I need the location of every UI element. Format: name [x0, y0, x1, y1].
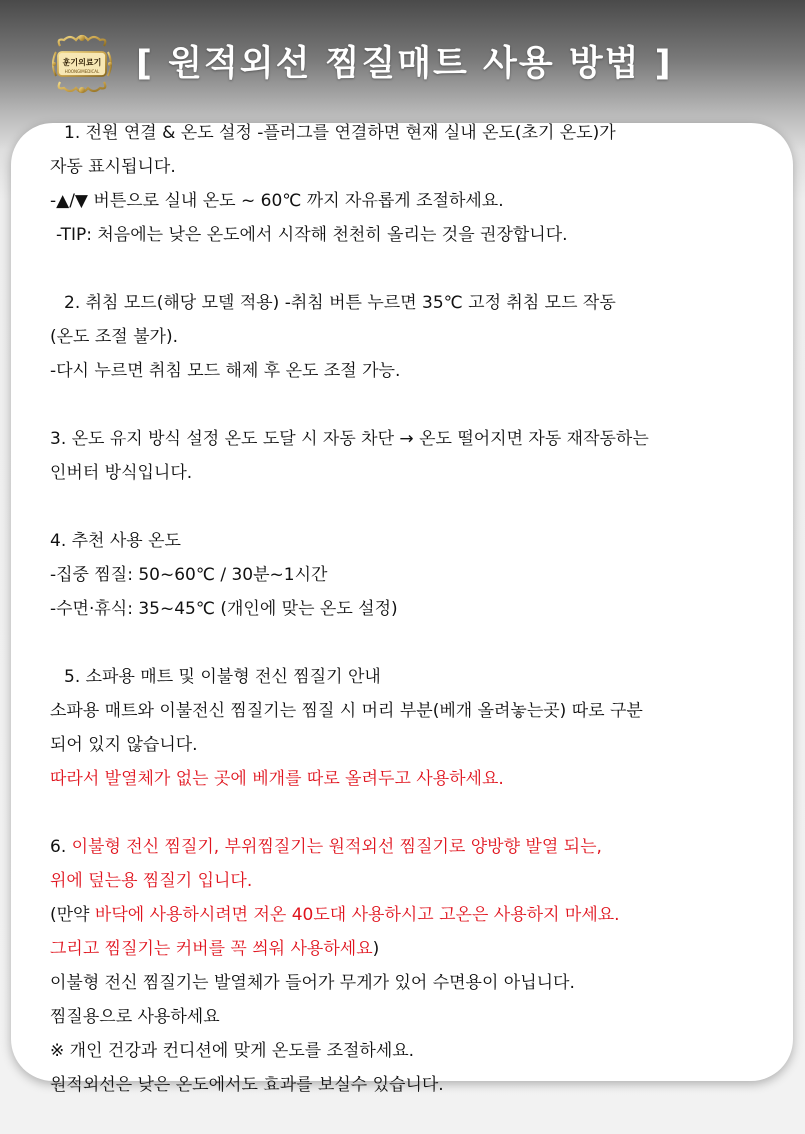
section-spacer	[50, 626, 770, 660]
section-4-line-3: -수면·휴식: 35~45℃ (개인에 맞는 온도 설정)	[50, 599, 398, 619]
section-6-line-4-suffix: )	[372, 939, 380, 959]
section-6-line-8: 원적외선은 낮은 온도에서도 효과를 보실수 있습니다.	[50, 1075, 444, 1095]
section-6-heading-warning: 이불형 전신 찜질기, 부위찜질기는 원적외선 찜질기로 양방향 발열 되는,	[71, 837, 602, 857]
section-6-line-3	[50, 898, 770, 932]
section-6-line-3-prefix: (만약	[50, 905, 95, 925]
section-5-line-3: 되어 있지 않습니다.	[50, 735, 198, 755]
section-blanket-warmer-notes	[50, 830, 770, 1102]
section-4-heading: 4. 추천 사용 온도	[50, 531, 181, 551]
section-6-heading	[50, 830, 770, 864]
section-1-line-2: 자동 표시됩니다.	[50, 157, 176, 177]
section-recommended-temperature	[50, 524, 770, 626]
section-1-heading: 1. 전원 연결 & 온도 설정 -플러그를 연결하면 현재 실내 온도(초기 온도)가	[64, 123, 616, 143]
section-sleep-mode	[50, 286, 770, 388]
section-6-line-4	[50, 932, 770, 966]
page-title: [ 원적외선 찜질매트 사용 방법 ]	[136, 44, 673, 84]
section-6-line-5: 이불형 전신 찜질기는 발열체가 들어가 무게가 있어 수면용이 아닙니다.	[50, 973, 575, 993]
section-5-line-2: 소파용 매트와 이불전신 찜질기는 찜질 시 머리 부분(베개 올려놓는곳) 따로 구분	[50, 701, 643, 721]
section-6-number: 6.	[50, 837, 72, 857]
section-5-warning: 따라서 발열체가 없는 곳에 베개를 따로 올려두고 사용하세요.	[50, 769, 504, 789]
section-6-line-6: 찜질용으로 사용하세요	[50, 1007, 220, 1027]
section-temperature-hold	[50, 422, 770, 490]
header-banner	[0, 0, 805, 130]
section-5-heading: 5. 소파용 매트 및 이불형 전신 찜질기 안내	[64, 667, 381, 687]
logo-main-text: 훈기의료기	[62, 58, 102, 67]
section-spacer	[50, 490, 770, 524]
section-2-heading: 2. 취침 모드(해당 모델 적용) -취침 버튼 누르면 35℃ 고정 취침 모드 작동	[64, 293, 616, 313]
brand-logo	[46, 28, 118, 100]
section-2-line-3: -다시 누르면 취침 모드 해제 후 온도 조절 가능.	[50, 361, 401, 381]
section-1-tip: -TIP: 처음에는 낮은 온도에서 시작해 천천히 올리는 것을 권장합니다.	[56, 225, 568, 245]
section-6-line-3-warning: 바닥에 사용하시려면 저온 40도대 사용하시고 고온은 사용하지 마세요.	[94, 905, 620, 925]
section-1-line-3: -▲/▼ 버튼으로 실내 온도 ~ 60℃ 까지 자유롭게 조절하세요.	[50, 191, 504, 211]
section-sofa-mat-guide	[50, 660, 770, 796]
instructions-content	[50, 116, 770, 1102]
section-3-heading: 3. 온도 유지 방식 설정 온도 도달 시 자동 차단 → 온도 떨어지면 자동 재작동하는	[50, 429, 649, 449]
section-spacer	[50, 796, 770, 830]
section-6-line-7: ※ 개인 건강과 컨디션에 맞게 온도를 조절하세요.	[50, 1041, 415, 1061]
section-6-line-2-warning: 위에 덮는용 찜질기 입니다.	[50, 871, 253, 891]
section-2-line-2: (온도 조절 불가).	[50, 327, 179, 347]
logo-sub-text: HOONGIMEDICAL	[64, 69, 100, 74]
section-spacer	[50, 252, 770, 286]
section-6-line-4-warning: 그리고 찜질기는 커버를 꼭 씌워 사용하세요	[50, 939, 373, 959]
section-4-line-2: -집중 찜질: 50~60℃ / 30분~1시간	[50, 565, 328, 585]
section-power-setup	[50, 116, 770, 252]
section-3-line-2: 인버터 방식입니다.	[50, 463, 193, 483]
section-spacer	[50, 388, 770, 422]
